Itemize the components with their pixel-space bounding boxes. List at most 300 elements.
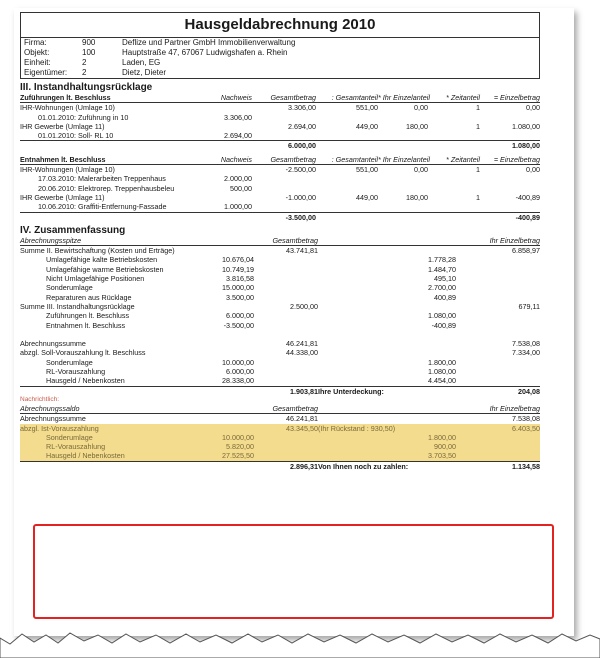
- table-cell: [318, 451, 386, 460]
- header-number: 2: [82, 68, 87, 77]
- total-cell: Von Ihnen noch zu zahlen:: [318, 461, 409, 471]
- table-cell: [318, 255, 386, 264]
- header-key: Firma:: [24, 38, 47, 47]
- column-header: : Gesamtanteil: [331, 93, 378, 102]
- table-cell: [428, 202, 480, 211]
- table-cell: abzgl. Soll-Vorauszahlung lt. Beschluss: [20, 348, 146, 358]
- total-cell: 6.000,00: [288, 141, 316, 151]
- table-row: [20, 293, 540, 302]
- table-cell: 6.000,00: [226, 311, 254, 321]
- table-cell: [318, 302, 386, 311]
- table-cell: 1.080,00: [512, 121, 540, 131]
- table-cell: [254, 293, 318, 302]
- nachrichtlich-label: Nachrichtlich:: [20, 395, 60, 403]
- table-row: [20, 424, 540, 433]
- table-cell: [386, 246, 456, 255]
- header-number: 900: [82, 38, 96, 47]
- table-cell: [200, 122, 252, 131]
- table-cell: IHR Gewerbe (Umlage 11): [20, 121, 105, 131]
- table-cell: [318, 414, 386, 423]
- table-cell: [456, 367, 540, 376]
- table-cell: [318, 442, 386, 451]
- table-cell: Hausgeld / Nebenkosten: [46, 451, 125, 461]
- table-cell: [456, 321, 540, 330]
- column-header: Gesamtbetrag: [272, 235, 318, 245]
- table-cell: [190, 424, 254, 433]
- table-cell: [456, 283, 540, 292]
- table-cell: [456, 433, 540, 442]
- table-cell: [20, 330, 190, 339]
- table-cell: [316, 184, 378, 193]
- table-cell: [200, 165, 252, 174]
- table-cell: [254, 255, 318, 264]
- table-cell: [378, 174, 428, 183]
- table-cell: 1: [476, 192, 480, 202]
- table-cell: [254, 376, 318, 385]
- table-row: [20, 311, 540, 320]
- table-row: [20, 274, 540, 283]
- table-row: [20, 255, 540, 264]
- column-header: * Ihr Einzelanteil: [378, 154, 430, 164]
- table-row: [20, 433, 540, 442]
- total-cell: -400,89: [515, 212, 540, 222]
- table-cell: [428, 184, 480, 193]
- table-cell: [378, 202, 428, 211]
- section-title-4: IV. Zusammenfassung: [20, 224, 126, 236]
- table-cell: [254, 451, 318, 460]
- table-cell: Abrechnungssumme: [20, 414, 86, 424]
- table-cell: [254, 330, 318, 339]
- section-title-3: III. Instandhaltungsrücklage: [20, 82, 153, 93]
- table-cell: 1.800,00: [428, 432, 456, 442]
- table-row: [20, 330, 540, 339]
- table-cell: 3.306,00: [224, 112, 252, 122]
- table-row: [20, 165, 540, 174]
- table-cell: 2.000,00: [224, 174, 252, 184]
- table-cell: 1.778,28: [428, 255, 456, 265]
- table-entnahmen: [20, 155, 540, 222]
- table-cell: [318, 274, 386, 283]
- table-cell: 10.06.2010: Graffiti-Entfernung-Fassade: [38, 202, 167, 212]
- table-cell: [252, 174, 316, 183]
- header-box: [20, 12, 540, 79]
- table-row: [20, 414, 540, 423]
- column-header: * Zeitanteil: [446, 93, 480, 102]
- table-cell: 28.338,00: [222, 376, 254, 386]
- total-row: [20, 140, 540, 150]
- table-cell: Umlagefähige kalte Betriebskosten: [46, 255, 158, 265]
- table-cell: [318, 330, 386, 339]
- table-cell: [456, 376, 540, 385]
- table-row: [20, 193, 540, 202]
- table-cell: 0,00: [414, 165, 428, 175]
- table-cell: -400,89: [431, 320, 456, 330]
- table-cell: [316, 174, 378, 183]
- total-cell: [200, 213, 252, 222]
- total-cell: 1.903,81: [290, 386, 318, 396]
- table-cell: [200, 193, 252, 202]
- header-fields: [21, 38, 539, 78]
- table-cell: Sonderumlage: [46, 357, 93, 367]
- table-cell: 2.694,00: [224, 131, 252, 141]
- table-cell: [386, 414, 456, 423]
- table-cell: 180,00: [406, 192, 428, 202]
- column-header: Nachweis: [220, 93, 252, 102]
- table-cell: 15.000,00: [222, 283, 254, 293]
- column-header: Ihr Einzelbetrag: [489, 235, 540, 245]
- total-cell: [20, 387, 190, 396]
- table-row: [20, 339, 540, 348]
- table-cell: [456, 255, 540, 264]
- column-header: Abrechnungssaldo: [20, 403, 80, 413]
- table-cell: RL-Vorauszahlung: [46, 442, 106, 452]
- table-row: [20, 302, 540, 311]
- table-cell: 5.820,00: [226, 442, 254, 452]
- table-cell: [456, 293, 540, 302]
- table-cell: [200, 103, 252, 112]
- table-cell: 495,10: [434, 274, 456, 284]
- total-cell: [316, 213, 378, 222]
- table-cell: [318, 376, 386, 385]
- column-header: [386, 404, 456, 413]
- table-row: [20, 358, 540, 367]
- total-cell: [20, 462, 190, 471]
- column-header: Entnahmen lt. Beschluss: [20, 154, 106, 164]
- total-cell: [190, 462, 254, 471]
- table-cell: Reparaturen aus Rücklage: [46, 292, 132, 302]
- table-cell: [456, 451, 540, 460]
- table-cell: 01.01.2010: Zuführung in 10: [38, 112, 129, 122]
- table-cell: 1.080,00: [428, 367, 456, 377]
- column-header: Abrechnungsspitze: [20, 235, 82, 245]
- column-header: = Einzelbetrag: [493, 93, 540, 102]
- table-cell: 10.000,00: [222, 432, 254, 442]
- header-row: [21, 58, 539, 68]
- table-cell: [456, 311, 540, 320]
- table-cell: 0,00: [414, 103, 428, 113]
- table-cell: 7.538,08: [512, 339, 540, 349]
- total-cell: [428, 213, 480, 222]
- header-number: 2: [82, 58, 87, 67]
- column-header: Gesamtbetrag: [270, 154, 316, 164]
- table-cell: [480, 184, 540, 193]
- table-cell: 0,00: [526, 165, 540, 175]
- table-cell: 46.241,81: [286, 414, 318, 424]
- table-cell: [190, 246, 254, 255]
- table-row: [20, 131, 540, 140]
- total-cell: 204,08: [518, 386, 540, 396]
- table-zufuehrungen: [20, 93, 540, 151]
- table-cell: Summe II. Bewirtschaftung (Kosten und Erträge): [20, 246, 175, 256]
- table-cell: IHR-Wohnungen (Umlage 10): [20, 103, 115, 113]
- table-cell: [254, 367, 318, 376]
- document-content: [20, 12, 540, 471]
- table-cell: [378, 131, 428, 140]
- table-cell: [316, 113, 378, 122]
- table-cell: 3.703,50: [428, 451, 456, 461]
- table-cell: [456, 330, 540, 339]
- column-header: [190, 404, 254, 413]
- total-cell: -3.500,00: [285, 212, 316, 222]
- table-cell: [318, 246, 386, 255]
- table-header: [20, 404, 540, 414]
- table-cell: [318, 339, 386, 348]
- header-number: 100: [82, 48, 96, 57]
- total-cell: 1.134,58: [512, 461, 540, 471]
- table-cell: [318, 358, 386, 367]
- table-cell: Sonderumlage: [46, 283, 93, 293]
- table-row: [20, 202, 540, 211]
- column-header: Ihr Einzelbetrag: [489, 403, 540, 413]
- table-cell: Abrechnungssumme: [20, 339, 86, 349]
- table-cell: (Ihr Rückstand : 930,50): [318, 423, 396, 433]
- header-key: Eigentümer:: [24, 68, 68, 77]
- table-cell: [316, 202, 378, 211]
- total-cell: 1.080,00: [512, 141, 540, 151]
- table-cell: 1.000,00: [224, 202, 252, 212]
- total-cell: [378, 141, 428, 150]
- header-key: Einheit:: [24, 58, 51, 67]
- table-cell: [318, 265, 386, 274]
- table-zusammenfassung: [20, 236, 540, 396]
- table-cell: IHR-Wohnungen (Umlage 10): [20, 165, 115, 175]
- total-cell: [428, 141, 480, 150]
- total-row: [20, 212, 540, 222]
- total-cell: [20, 141, 200, 150]
- table-cell: Umlagefähige warme Betriebskosten: [46, 264, 164, 274]
- table-cell: -400,89: [515, 192, 540, 202]
- table-cell: [456, 442, 540, 451]
- table-cell: [456, 358, 540, 367]
- table-cell: 3.816,58: [226, 274, 254, 284]
- table-cell: RL-Vorauszahlung: [46, 367, 106, 377]
- table-cell: 0,00: [526, 103, 540, 113]
- table-cell: [428, 113, 480, 122]
- table-cell: [254, 265, 318, 274]
- table-cell: 27.525,50: [222, 451, 254, 461]
- table-cell: 449,00: [356, 192, 378, 202]
- table-cell: [318, 348, 386, 357]
- table-cell: 44.338,00: [286, 348, 318, 358]
- table-cell: [316, 131, 378, 140]
- table-row: [20, 283, 540, 292]
- table-cell: 7.538,08: [512, 414, 540, 424]
- table-abrechnungssaldo: [20, 404, 540, 471]
- table-cell: 1: [476, 165, 480, 175]
- table-cell: [190, 339, 254, 348]
- table-cell: Nicht Umlagefähige Positionen: [46, 274, 145, 284]
- table-row: [20, 265, 540, 274]
- table-cell: 551,00: [356, 165, 378, 175]
- table-cell: [386, 339, 456, 348]
- table-cell: 1.080,00: [428, 311, 456, 321]
- table-cell: [480, 202, 540, 211]
- table-cell: Entnahmen lt. Beschluss: [46, 320, 126, 330]
- table-cell: 10.749,19: [222, 264, 254, 274]
- table-cell: 1: [476, 103, 480, 113]
- table-cell: 2.700,00: [428, 283, 456, 293]
- table-cell: [386, 348, 456, 357]
- table-cell: 01.01.2010: Soll- RL 10: [38, 131, 114, 141]
- table-cell: [318, 321, 386, 330]
- total-row: [20, 461, 540, 471]
- header-value: Dietz, Dieter: [122, 68, 167, 77]
- table-cell: 4.454,00: [428, 376, 456, 386]
- total-cell: [190, 387, 254, 396]
- table-cell: [318, 293, 386, 302]
- table-row: [20, 376, 540, 385]
- table-cell: Sonderumlage: [46, 432, 93, 442]
- header-key: Objekt:: [24, 48, 50, 57]
- column-header: = Einzelbetrag: [493, 154, 540, 164]
- table-cell: 551,00: [356, 103, 378, 113]
- table-row: [20, 451, 540, 460]
- table-row: [20, 442, 540, 451]
- header-value: Hauptstraße 47, 67067 Ludwigshafen a. Rhein: [122, 48, 288, 57]
- table-cell: 400,89: [434, 292, 456, 302]
- table-cell: [254, 311, 318, 320]
- table-cell: 679,11: [518, 301, 540, 311]
- header-value: Laden, EG: [122, 58, 161, 67]
- table-cell: -3.500,00: [223, 320, 254, 330]
- table-cell: 449,00: [356, 121, 378, 131]
- table-cell: [252, 202, 316, 211]
- table-cell: 2.500,00: [290, 301, 318, 311]
- table-cell: 10.000,00: [222, 357, 254, 367]
- table-cell: [252, 184, 316, 193]
- header-row: [21, 68, 539, 78]
- table-cell: 20.06.2010: Elektrorep. Treppenhausbeleu: [38, 183, 175, 193]
- table-cell: [386, 330, 456, 339]
- table-cell: -1.000,00: [285, 192, 316, 202]
- table-cell: 1.800,00: [428, 357, 456, 367]
- table-cell: 2.694,00: [288, 121, 316, 131]
- table-cell: [378, 184, 428, 193]
- table-cell: [254, 442, 318, 451]
- table-row: [20, 321, 540, 330]
- table-cell: 900,00: [434, 442, 456, 452]
- table-header: [20, 236, 540, 246]
- table-cell: [386, 302, 456, 311]
- table-cell: 500,00: [230, 183, 252, 193]
- total-cell: [386, 387, 456, 396]
- table-cell: 6.403,50: [512, 423, 540, 433]
- column-header: Gesamtbetrag: [270, 93, 316, 102]
- header-row: [21, 48, 539, 58]
- table-cell: [428, 131, 480, 140]
- total-cell: [316, 141, 378, 150]
- table-cell: [190, 330, 254, 339]
- table-cell: 180,00: [406, 121, 428, 131]
- column-header: : Gesamtanteil: [331, 154, 378, 164]
- table-cell: [318, 311, 386, 320]
- table-cell: 43.741,81: [286, 246, 318, 256]
- table-cell: [378, 113, 428, 122]
- table-cell: IHR Gewerbe (Umlage 11): [20, 192, 105, 202]
- table-cell: -2.500,00: [285, 165, 316, 175]
- table-cell: 1: [476, 121, 480, 131]
- table-cell: Hausgeld / Nebenkosten: [46, 376, 125, 386]
- column-header: Zuführungen lt. Beschluss: [20, 93, 111, 102]
- table-cell: 3.500,00: [226, 292, 254, 302]
- table-header: [20, 155, 540, 165]
- table-cell: [428, 174, 480, 183]
- table-cell: 46.241,81: [286, 339, 318, 349]
- table-cell: [318, 283, 386, 292]
- table-cell: 6.000,00: [226, 367, 254, 377]
- table-cell: [456, 265, 540, 274]
- table-cell: Zuführungen lt. Beschluss: [46, 311, 130, 321]
- total-cell: [20, 213, 200, 222]
- total-cell: [386, 462, 456, 471]
- total-cell: Ihre Unterdeckung:: [318, 386, 384, 396]
- table-cell: 3.306,00: [288, 103, 316, 113]
- table-cell: 7.334,00: [512, 348, 540, 358]
- table-cell: 6.858,97: [512, 246, 540, 256]
- table-cell: [318, 433, 386, 442]
- column-header: [386, 236, 456, 245]
- header-row: [21, 38, 539, 48]
- table-row: [20, 174, 540, 183]
- column-header: Nachweis: [220, 154, 252, 164]
- total-cell: [378, 213, 428, 222]
- header-value: Deflize und Partner GmbH Immobilienverwaltung: [122, 38, 296, 47]
- table-cell: [480, 113, 540, 122]
- table-cell: [456, 274, 540, 283]
- highlight-frame: [33, 524, 554, 619]
- table-row: [20, 246, 540, 255]
- table-cell: [190, 302, 254, 311]
- table-row: [20, 113, 540, 122]
- table-cell: [190, 348, 254, 357]
- total-row: [20, 386, 540, 396]
- table-cell: [254, 283, 318, 292]
- column-header: [190, 236, 254, 245]
- table-cell: 17.03.2010: Malerarbeiten Treppenhaus: [38, 174, 166, 184]
- total-cell: 2.896,31: [290, 461, 318, 471]
- table-cell: [254, 321, 318, 330]
- table-cell: [254, 358, 318, 367]
- table-cell: [386, 424, 456, 433]
- table-cell: [252, 131, 316, 140]
- table-cell: [318, 367, 386, 376]
- column-header: * Zeitanteil: [446, 154, 480, 164]
- column-header: [318, 236, 386, 245]
- table-cell: abzgl. Ist-Vorauszahlung: [20, 423, 99, 433]
- column-header: [318, 404, 386, 413]
- table-cell: [254, 433, 318, 442]
- torn-edge: [0, 624, 600, 658]
- table-row: [20, 184, 540, 193]
- table-cell: [252, 113, 316, 122]
- table-cell: 43.345,50: [286, 423, 318, 433]
- table-row: [20, 367, 540, 376]
- table-row: [20, 103, 540, 112]
- table-cell: [480, 131, 540, 140]
- table-cell: 10.676,04: [222, 255, 254, 265]
- table-row: [20, 348, 540, 357]
- document-title: Hausgeldabrechnung 2010: [21, 13, 539, 38]
- column-header: Gesamtbetrag: [272, 403, 318, 413]
- table-header: [20, 93, 540, 103]
- total-cell: [200, 141, 252, 150]
- table-cell: [254, 274, 318, 283]
- table-cell: 1.484,70: [428, 264, 456, 274]
- table-cell: Summe III. Instandhaltungsrücklage: [20, 301, 135, 311]
- table-cell: [190, 414, 254, 423]
- table-cell: [480, 174, 540, 183]
- column-header: * Ihr Einzelanteil: [378, 93, 430, 102]
